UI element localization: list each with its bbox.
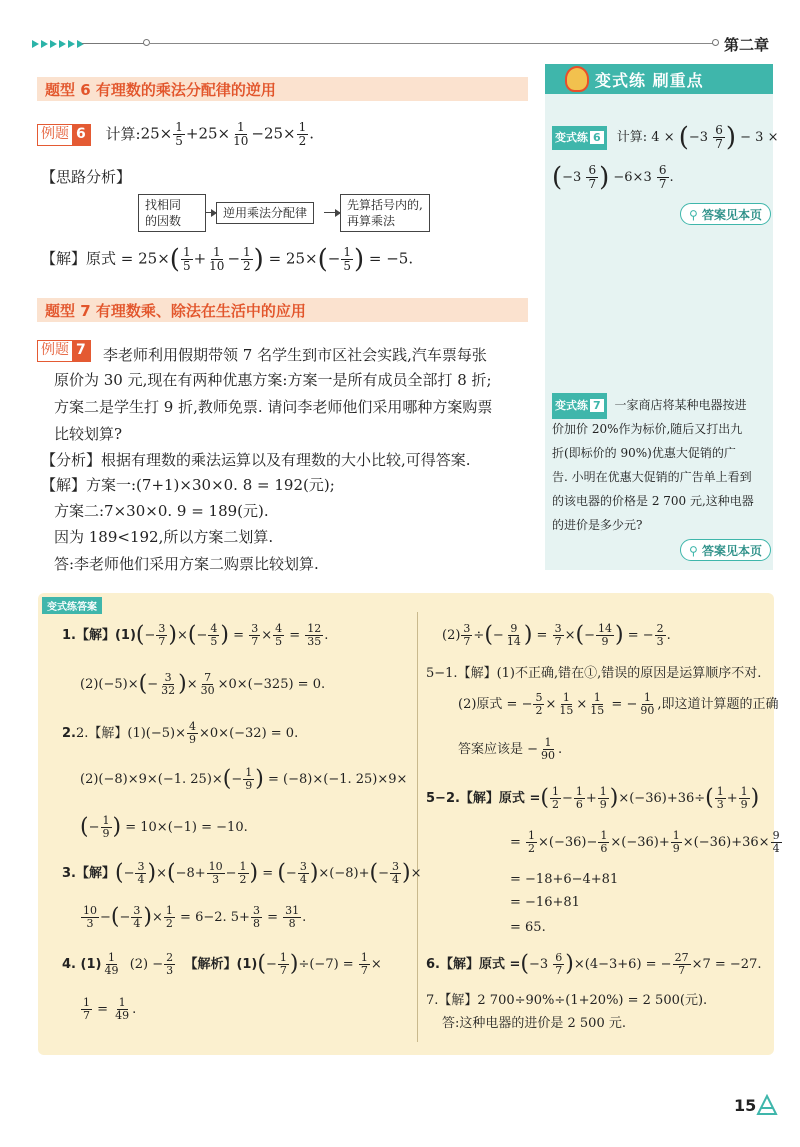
answer-5-1-a: 5−1.【解】(1)不正确,错在①,错误的原因是运算顺序不对. (426, 666, 762, 681)
answer-5-2-c: = −18+6−4+81 (510, 872, 619, 887)
variant7-line-5: 的该电器的价格是 2 700 元,这种电器 (552, 494, 754, 508)
answer-2-2: (2)(−8)×9×(−1. 25)×(− $\frac{1}{9}$ ) = (−8)×(−1. 25)×9× (80, 766, 408, 792)
header-arrows (32, 40, 84, 48)
variant7-line-4: 告. 小明在优惠大促销的广告单上看到 (552, 470, 752, 484)
flow-arrow-2 (324, 212, 340, 213)
variant7-badge: 变式练 7 (552, 393, 607, 419)
flow-step-2: 逆用乘法分配律 (216, 202, 314, 224)
fraction: $\frac{1}{2}$ (298, 120, 307, 148)
example7-solution-2: 方案二:7×30×0. 9 = 189(元). (54, 502, 269, 520)
answer-6: 6.【解】原式 =(−3 $\frac{6}{7}$ )×(4−3+6) = − $\frac{27}{7}$ ×7 = −27. (426, 951, 762, 977)
variant7-line-1: 变式练 7 一家商店将某种电器按进 (552, 393, 747, 419)
example7-solution-1: 【解】方案一:(7+1)×30×0. 8 = 192(元); (41, 476, 335, 494)
answer-2-1: 2.2.【解】(1)(−5)× $\frac{4}{9}$ ×0×(−32) = 0. (62, 720, 299, 746)
example7-problem-line-1: 李老师利用假期带领 7 名学生到市区社会实践,汽车票每张 (103, 346, 487, 364)
answer-5-1-b: (2)原式 = − $\frac{5}{2}$ × $\frac{1}{15}$ × $\frac{1}{15}$ = − $\frac{1}{90}$ ,即这道计算题的正确 (458, 691, 779, 717)
answer-7: 7.【解】2 700÷90%÷(1+20%) = 2 500(元). (426, 993, 708, 1008)
type6-header (37, 77, 528, 101)
calc-label: 计算: (105, 124, 141, 143)
answer-2-3: (− $\frac{1}{9}$ ) = 10×(−1) = −10. (80, 814, 248, 840)
mascot-icon (565, 66, 589, 92)
example6-solution: 【解】原式 = 25×( $\frac{1}{5}$ + $\frac{1}{10}$ − $\frac{1}{2}$ ) = 25×(− $\frac{1}{5}$ ) = −5. (41, 244, 414, 275)
page-number: 15 (734, 1096, 757, 1115)
variant-panel-title: 变式练 刷重点 (595, 71, 704, 90)
header-dot-right (712, 39, 719, 46)
answer-1-1: 1.【解】(1)(− $\frac{3}{7}$ )×(− $\frac{4}{5}$ ) = $\frac{3}{7}$ × $\frac{4}{5}$ = $\frac{12}{35}$ . (62, 622, 329, 648)
answer-4-1: 4. (1) $\frac{1}{49}$ (2) − $\frac{2}{3}$ 【解析】(1)(− $\frac{1}{7}$ )÷(−7) = $\frac{1}{7}$ × (62, 951, 382, 977)
example6-badge: 例题 6 (37, 124, 91, 146)
answer-1-2: (2)(−5)×(− $\frac{3}{32}$ )× $\frac{7}{30}$ ×0×(−325) = 0. (80, 671, 326, 697)
header-rule-long (150, 43, 715, 44)
answer-5-2-e: = 65. (510, 920, 546, 935)
chapter-title: 第二章 (724, 36, 770, 54)
answers-tag: 变式练答案 (42, 597, 102, 614)
answer-4-2: $\frac{1}{7}$ = $\frac{1}{49}$ . (83, 996, 137, 1022)
answer-4-3: (2) $\frac{3}{7}$ ÷(− $\frac{9}{14}$ ) = $\frac{3}{7}$ ×(− $\frac{14}{9}$ ) = − $\frac{2}{3}$ . (442, 622, 671, 648)
example7-solution-4: 答:李老师他们采用方案二购票比较划算. (54, 555, 319, 573)
example7-badge-wrap (37, 340, 91, 362)
answer-7-conclusion: 答:这种电器的进价是 2 500 元. (442, 1016, 626, 1031)
variant7-line-2: 价加价 20%作为标价,随后又打出九 (552, 422, 743, 436)
key-icon: ⚲ (689, 208, 698, 222)
type6-title: 题型 6 有理数的乘法分配律的逆用 (45, 81, 276, 99)
type7-header (37, 298, 528, 322)
example7-problem-line-2: 原价为 30 元,现在有两种优惠方案:方案一是所有成员全部打 8 折; (54, 371, 492, 389)
answer-3-1: 3.【解】(− $\frac{3}{4}$ )×(−8+ $\frac{10}{3}$ − $\frac{1}{2}$ ) = (− $\frac{3}{4}$ )×(−8)+(− $\frac{3}{4}$ )× (62, 860, 422, 886)
example7-analysis: 【分析】根据有理数的乘法运算以及有理数的大小比较,可得答案. (41, 451, 471, 469)
variant6-badge: 变式练 6 (552, 126, 607, 150)
page-logo-icon (756, 1094, 778, 1116)
variant6-line-1: 变式练 6 计算: 4 × (−3 $\frac{6}{7}$ ) − 3 × (552, 124, 778, 151)
answer-5-1-c: 答案应该是 − $\frac{1}{90}$ . (458, 736, 563, 762)
header-rule (82, 43, 144, 44)
answer-5-2-d: = −16+81 (510, 895, 580, 910)
fraction: $\frac{1}{10}$ (233, 120, 249, 148)
answers-divider (417, 612, 418, 1042)
answer-5-2-a: 5−2.【解】原式 =( $\frac{1}{2}$ − $\frac{1}{6}$ + $\frac{1}{9}$ )×(−36)+36÷( $\frac{1}{3}$ + $\frac{1}{9}$ ) (426, 785, 760, 811)
example7-problem-line-4: 比较划算? (54, 425, 123, 443)
type7-title: 题型 7 有理数乘、除法在生活中的应用 (45, 302, 306, 320)
answer-link-7[interactable]: ⚲ 答案见本页 (680, 539, 771, 561)
flow-step-3: 先算括号内的, 再算乘法 (340, 194, 430, 232)
flow-step-1: 找相同 的因数 (138, 194, 206, 232)
example7-badge: 例题 7 (37, 340, 91, 362)
fraction: $\frac{1}{5}$ (175, 120, 183, 148)
example7-solution-3: 因为 189<192,所以方案二划算. (54, 528, 274, 546)
example6-line: 例题 6 计算:25× $\frac{1}{5}$ +25× $\frac{1}{10}$ −25× $\frac{1}{2}$ . (37, 121, 314, 148)
key-icon: ⚲ (689, 544, 698, 558)
answer-link-6[interactable]: ⚲ 答案见本页 (680, 203, 771, 225)
variant6-line-2: (−3 $\frac{6}{7}$ ) −6×3 $\frac{6}{7}$ . (552, 162, 674, 193)
flow-arrow-1 (206, 212, 216, 213)
analysis-label: 【思路分析】 (41, 168, 132, 186)
answer-5-2-b: = $\frac{1}{2}$ ×(−36)− $\frac{1}{6}$ ×(−36)+ $\frac{1}{9}$ ×(−36)+36× $\frac{9}{4}$ (510, 829, 780, 855)
variant-panel-header (545, 64, 773, 94)
header-dot (143, 39, 150, 46)
answer-3-2: $\frac{10}{3}$ −(− $\frac{3}{4}$ )× $\frac{1}{2}$ = 6−2. 5+ $\frac{3}{8}$ = $\frac{31}{8}$ . (83, 904, 307, 930)
variant7-line-6: 的进价是多少元? (552, 518, 643, 532)
variant7-line-3: 折(即标价的 90%)优惠大促销的广 (552, 446, 736, 460)
example7-problem-line-3: 方案二是学生打 9 折,教师免票. 请问李老师他们采用哪种方案购票 (54, 398, 493, 416)
